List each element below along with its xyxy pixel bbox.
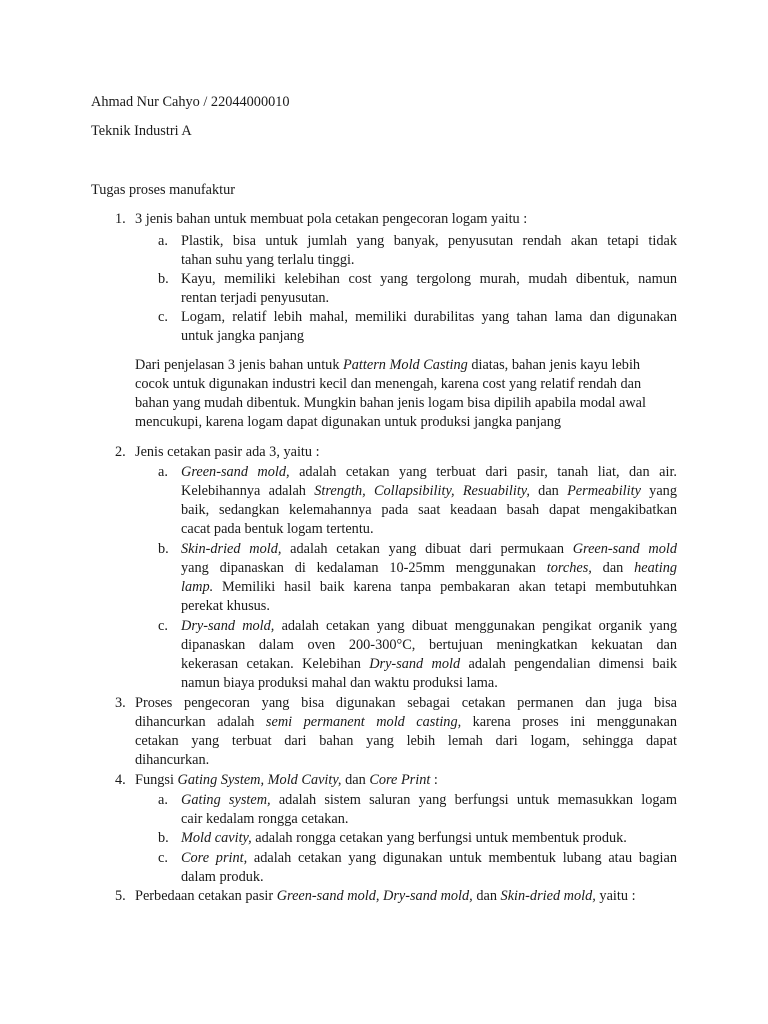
q2-a-marker: a. [158, 464, 168, 480]
q1-paragraph-line4: mencukupi, karena logam dapat digunakan untuk produksi jangka panjang [135, 414, 562, 430]
q1-paragraph-line1: Dari penjelasan 3 jenis bahan untuk Pattern Mold Casting diatas, bahan jenis kayu lebih [135, 357, 641, 373]
q1-c-marker: c. [158, 309, 168, 325]
q3-line3: cetakan yang terbuat dari bahan yang lebih lemah dari logam, sehingga dapat [135, 733, 677, 749]
q1-b-line1: Kayu, memiliki kelebihan cost yang tergolong murah, mudah dibentuk, namun [181, 271, 677, 287]
list-number-4: 4. [115, 772, 126, 788]
q2-a-line2: Kelebihannya adalah Strength, Collapsibility, Resuability, dan Permeability yang [181, 483, 677, 499]
q2-b-marker: b. [158, 541, 169, 557]
q4-a-line2: cair kedalam rongga cetakan. [181, 811, 349, 827]
q4-c-line1: Core print, adalah cetakan yang digunakan untuk membentuk lubang atau bagian [181, 850, 677, 866]
q2-b-line4: perekat khusus. [181, 598, 270, 614]
list-number-1: 1. [115, 211, 126, 227]
q1-b-line2: rentan terjadi penyusutan. [181, 290, 330, 306]
q1-a-marker: a. [158, 233, 168, 249]
q2-b-line3: lamp. Memiliki hasil baik karena tanpa pembakaran akan tetapi membutuhkan [181, 579, 677, 595]
q4-a-line1: Gating system, adalah sistem saluran yang berfungsi untuk memasukkan logam [181, 792, 677, 808]
author-line: Ahmad Nur Cahyo / 22044000010 [91, 94, 290, 110]
q3-line2: dihancurkan adalah semi permanent mold casting, karena proses ini menggunakan [135, 714, 677, 730]
q2-text: Jenis cetakan pasir ada 3, yaitu : [135, 444, 320, 460]
q2-c-line2: dipanaskan dalam oven 200-300°C, bertujuan meningkatkan kekuatan dan [181, 637, 677, 653]
q1-text: 3 jenis bahan untuk membuat pola cetakan pengecoran logam yaitu : [135, 211, 528, 227]
list-number-3: 3. [115, 695, 126, 711]
q2-a-line1: Green-sand mold, adalah cetakan yang terbuat dari pasir, tanah liat, dan air. [181, 464, 677, 480]
list-number-2: 2. [115, 444, 126, 460]
q1-paragraph-line2: cocok untuk digunakan industri kecil dan menengah, karena cost yang relatif rendah dan [135, 376, 642, 392]
q4-text: Fungsi Gating System, Mold Cavity, dan Core Print : [135, 772, 438, 788]
q2-a-line3: baik, sedangkan kelemahannya pada saat keadaan basah dapat mengakibatkan [181, 502, 677, 518]
q4-b-marker: b. [158, 830, 169, 846]
q4-c-marker: c. [158, 850, 168, 866]
q2-b-line1: Skin-dried mold, adalah cetakan yang dibuat dari permukaan Green-sand mold [181, 541, 678, 557]
q1-a-line1: Plastik, bisa untuk jumlah yang banyak, penyusutan rendah akan tetapi tidak [181, 233, 677, 249]
q2-c-marker: c. [158, 618, 168, 634]
list-number-5: 5. [115, 888, 126, 904]
q3-line4: dihancurkan. [135, 752, 210, 768]
q2-c-line1: Dry-sand mold, adalah cetakan yang dibuat menggunakan pengikat organik yang [181, 618, 678, 634]
q5-text: Perbedaan cetakan pasir Green-sand mold, Dry-sand mold, dan Skin-dried mold, yaitu : [135, 888, 636, 904]
q1-a-line2: tahan suhu yang terlalu tinggi. [181, 252, 355, 268]
q2-c-line4: namun biaya produksi mahal dan waktu produksi lama. [181, 675, 498, 691]
q4-c-line2: dalam produk. [181, 869, 264, 885]
q2-c-line3: kekerasan cetakan. Kelebihan Dry-sand mold adalah pengendalian dimensi baik [181, 656, 677, 672]
q1-paragraph-line3: bahan yang mudah dibentuk. Mungkin bahan jenis logam bisa dipilih apabila modal awal [135, 395, 647, 411]
q2-b-line2: yang dipanaskan di kedalaman 10-25mm menggunakan torches, dan heating [181, 560, 678, 576]
q4-a-marker: a. [158, 792, 168, 808]
q1-c-line2: untuk jangka panjang [181, 328, 305, 344]
document-title: Tugas proses manufaktur [91, 182, 236, 198]
q1-b-marker: b. [158, 271, 169, 287]
class-line: Teknik Industri A [91, 123, 192, 139]
q1-c-line1: Logam, relatif lebih mahal, memiliki durabilitas yang tahan lama dan digunakan [181, 309, 677, 325]
q4-b-line1: Mold cavity, adalah rongga cetakan yang berfungsi untuk membentuk produk. [181, 830, 627, 846]
q2-a-line4: cacat pada bentuk logam tertentu. [181, 521, 374, 537]
q3-line1: Proses pengecoran yang bisa digunakan sebagai cetakan permanen dan juga bisa [135, 695, 677, 711]
